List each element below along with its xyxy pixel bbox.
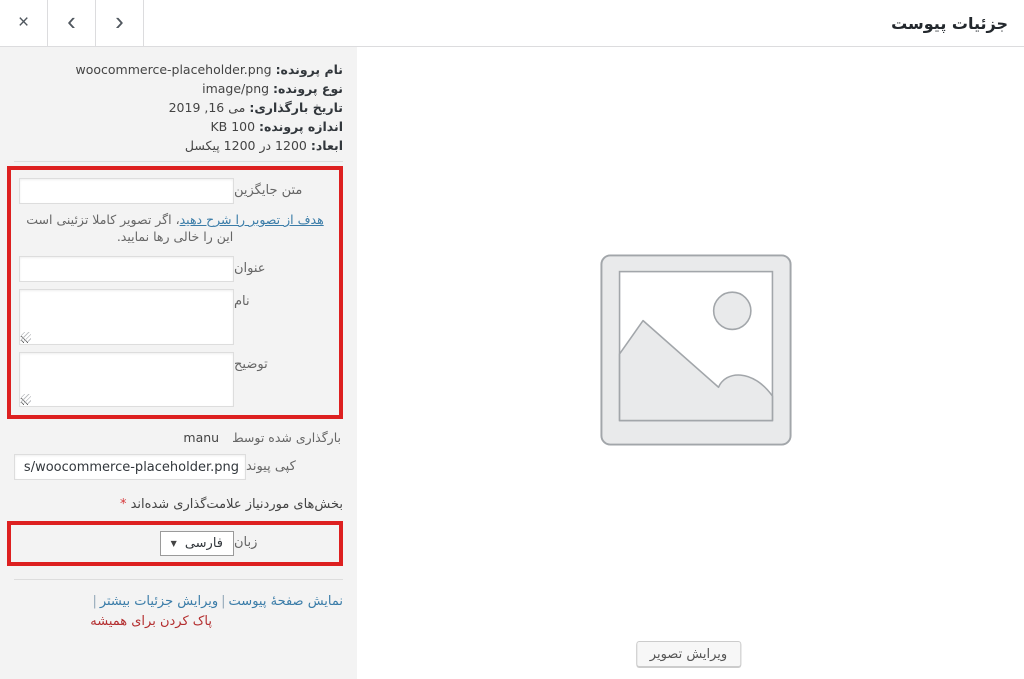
alt-text-help-rest: ، اگر تصویر کاملا تزئینی است این را خالی رها نمایید. [26,212,234,244]
annotation-box-fields [7,166,343,419]
annotation-box-language [7,521,343,566]
separator: | [221,594,226,609]
edit-more-details-link[interactable]: ویرایش جزئیات بیشتر [99,594,219,609]
uploaded-by-row [14,430,341,445]
close-icon[interactable]: × [0,0,48,46]
file-type-row [14,79,343,98]
next-media-icon[interactable]: › [96,0,144,46]
alt-text-help [19,211,331,245]
file-type-value: image/png [202,81,270,96]
required-note-text: بخش‌های موردنیاز علامت‌گذاری شده‌اند [130,497,343,512]
divider [14,161,343,162]
description-textarea[interactable] [19,352,234,407]
required-fields-note [14,497,343,512]
page-title: جزئیات پیوست [891,13,1008,33]
divider [14,579,343,580]
language-selected-value: فارسی [184,536,223,551]
alt-text-input[interactable] [19,178,234,204]
uploaded-by-label: بارگذاری شده توسط [232,430,341,445]
previous-media-icon[interactable]: ‹ [48,0,96,46]
attachment-actions [14,592,343,632]
copy-link-input[interactable] [14,454,246,480]
woocommerce-placeholder-image [598,252,794,448]
copy-link-setting [14,454,343,480]
language-label: زبان [234,535,258,550]
file-name-label: نام پرونده: [275,62,343,77]
upload-date-label: تاریخ بارگذاری: [249,100,343,115]
upload-date-value: می 16, 2019 [168,100,246,115]
caption-label: نام [234,294,250,309]
edit-image-button[interactable]: ویرایش تصویر [636,641,741,667]
actions-line-2 [14,612,212,632]
description-label: توضیح [234,357,268,372]
describe-purpose-link[interactable]: هدف از تصویر را شرح دهید [179,212,324,227]
file-size-row [14,117,343,136]
separator: | [92,594,97,609]
file-name-row [14,60,343,79]
caption-setting [19,289,331,345]
title-label: عنوان [234,261,266,276]
caption-textarea[interactable] [19,289,234,345]
file-info-block [14,60,343,155]
language-setting [19,531,331,556]
file-name-value: woocommerce-placeholder.png [75,62,272,77]
file-type-label: نوع پرونده: [273,81,343,96]
media-preview-pane [357,47,1024,679]
description-setting [19,352,331,407]
dimensions-value: 1200 در 1200 پیکسل [184,138,307,153]
dimensions-row [14,136,343,155]
file-size-value: 100 KB [210,119,256,134]
image-placeholder-icon [598,252,794,448]
delete-permanently-link[interactable]: پاک کردن برای همیشه [90,614,212,629]
upload-date-row [14,98,343,117]
uploaded-by-value: manu [183,430,220,445]
alt-text-setting [19,178,331,204]
file-size-label: اندازه پرونده: [259,119,343,134]
actions-line-1 [14,592,343,612]
language-select[interactable] [160,531,234,556]
attachment-details-sidebar [0,47,357,679]
modal-body [0,47,1024,679]
title-setting [19,256,331,282]
view-attachment-page-link[interactable]: نمایش صفحهٔ پیوست [228,594,343,609]
required-asterisk: * [119,497,127,512]
alt-text-label: متن جایگزین [234,183,303,198]
chevron-down-icon: ▼ [170,539,177,548]
title-input[interactable] [19,256,234,282]
dimensions-label: ابعاد: [310,138,343,153]
modal-topbar [0,0,1024,47]
copy-link-label: کپی پیوند [246,459,296,474]
